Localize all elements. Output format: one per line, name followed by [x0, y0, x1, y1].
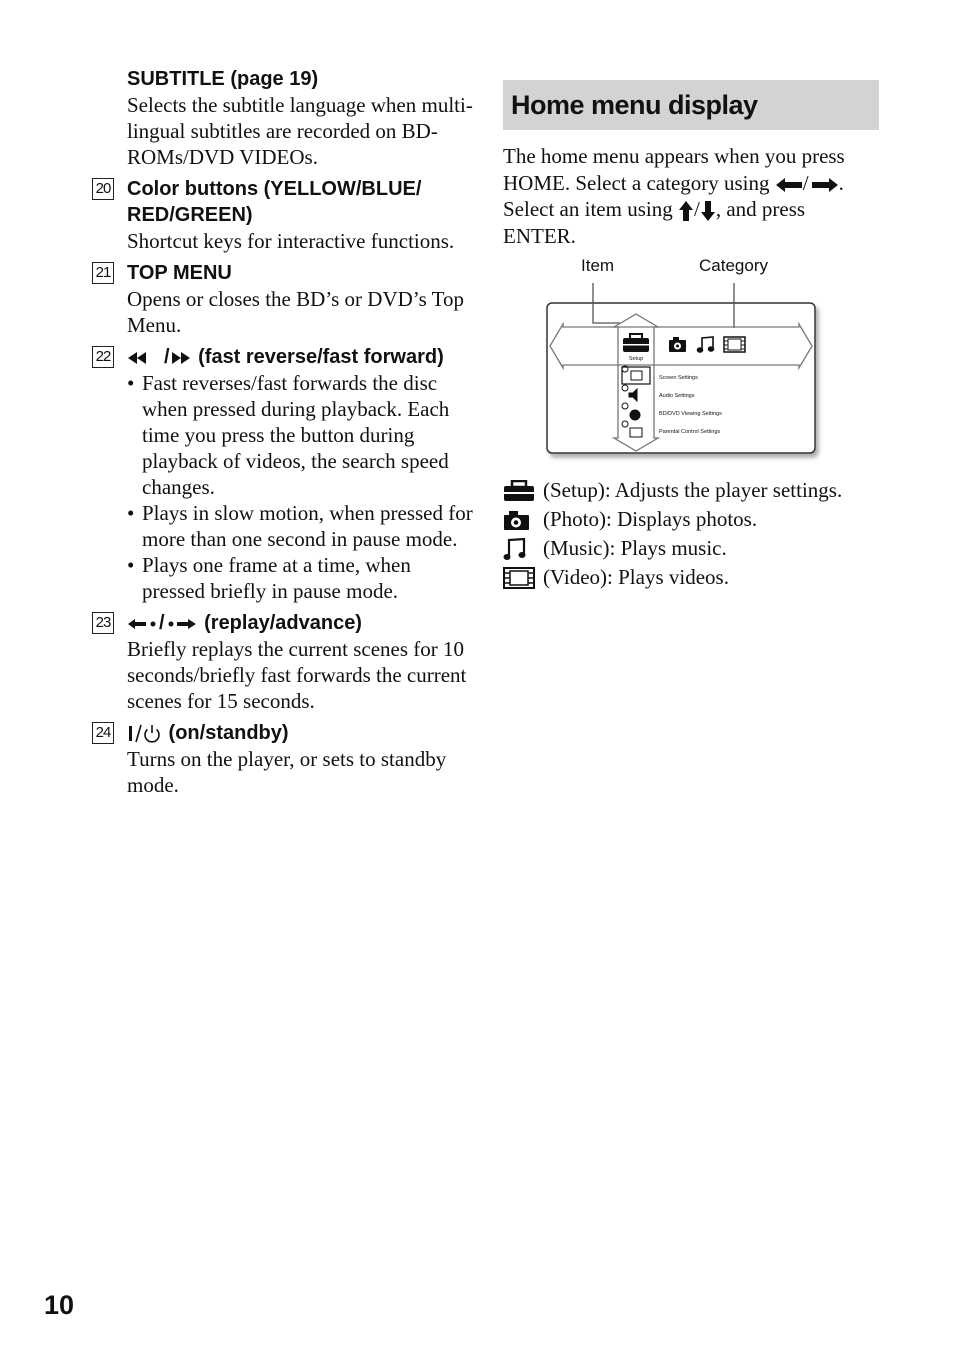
up-arrow-icon — [678, 200, 694, 222]
video-icon — [503, 567, 543, 589]
bullet-list — [127, 370, 475, 604]
left-column — [90, 66, 475, 804]
entry-description: Opens or closes the BD’s or DVD’s Top Menu. — [127, 287, 465, 337]
bullet-item: • Plays one frame at a time, when pressed briefly in pause mode. — [127, 552, 475, 604]
intro-paragraph: The home menu appears when you press HOME. Select a category using / . Select an item using / , and press ENTER. — [503, 144, 845, 248]
menu-item: BD/DVD Viewing Settings — [659, 411, 722, 417]
intro-text: . Select an item using — [503, 170, 844, 221]
entry-heading: / (replay/advance) — [127, 610, 475, 636]
down-arrow-icon — [700, 200, 716, 222]
right-column — [503, 80, 879, 589]
entry-heading: TOP MENU — [127, 262, 232, 284]
advance-icon — [165, 616, 199, 632]
subtitle-heading: SUBTITLE (page 19) — [127, 68, 319, 90]
legend-row-video — [503, 563, 842, 592]
photo-icon — [503, 509, 543, 531]
menu-item: Parental Control Settings — [659, 429, 721, 435]
legend-row-music — [503, 534, 842, 563]
entry-heading: Color buttons (YELLOW/BLUE/ RED/GREEN) — [127, 178, 422, 226]
legend-text: (Video): Plays videos. — [543, 565, 729, 589]
entry-description: Turns on the player, or sets to standby mode. — [127, 747, 447, 797]
setup-icon — [503, 480, 543, 502]
home-menu-screen — [503, 250, 879, 470]
entry-number: 24 — [92, 722, 114, 744]
item-callout-label: Item — [581, 256, 615, 275]
subtitle-description: Selects the subtitle language when multi-lingual subtitles are recorded on BD-ROMs/DVD VIDEOs. — [127, 93, 473, 169]
entry-heading: / (fast reverse/fast forward) — [127, 344, 475, 370]
menu-item: Screen Settings — [659, 375, 698, 381]
home-menu-figure — [503, 250, 879, 470]
entry-description: Briefly replays the current scenes for 10 seconds/briefly fast forwards the current scenes for 15 seconds. — [127, 637, 467, 713]
entry-fast-reverse-forward — [90, 344, 475, 604]
intro-text: , and press ENTER. — [503, 197, 806, 248]
legend-text: (Setup): Adjusts the player settings. — [543, 478, 843, 502]
entry-heading-text: (replay/advance) — [198, 612, 362, 634]
entry-replay-advance — [90, 610, 475, 714]
entry-heading — [127, 720, 475, 746]
bullet-item: • Fast reverses/fast forwards the disc when pressed during playback. Each time you press the button during playback of videos, the search speed changes. — [127, 370, 475, 500]
subtitle-entry — [90, 66, 475, 170]
page-number: 10 — [44, 1290, 75, 1320]
legend-row-setup — [503, 476, 842, 505]
legend-row-photo — [503, 505, 842, 534]
category-callout-label: Category — [699, 256, 768, 275]
entry-on-standby — [90, 720, 475, 798]
entry-heading-text: (on/standby) — [163, 722, 289, 744]
legend-text: (Photo): Displays photos. — [543, 507, 758, 531]
intro-text: The home menu appears when you press HOME. Select a category using — [503, 144, 845, 195]
entry-heading-text: (fast reverse/fast forward) — [192, 346, 444, 368]
entry-number: 21 — [92, 262, 114, 284]
power-icon — [127, 724, 163, 744]
entry-description: Shortcut keys for interactive functions. — [127, 229, 455, 253]
left-arrow-icon — [775, 177, 803, 193]
music-icon — [503, 537, 543, 561]
legend-text: (Music): Plays music. — [543, 536, 727, 560]
replay-icon — [127, 616, 159, 632]
entry-top-menu — [90, 260, 475, 338]
entry-number: 23 — [92, 612, 114, 634]
right-arrow-icon — [809, 177, 839, 193]
category-legend — [503, 476, 842, 592]
fast-reverse-icon — [127, 350, 163, 366]
section-title: Home menu display — [503, 80, 879, 130]
menu-item: Audio Settings — [659, 393, 695, 399]
bullet-item: • Plays in slow motion, when pressed for more than one second in pause mode. — [127, 500, 475, 552]
entry-number: 20 — [92, 178, 114, 200]
fast-forward-icon — [171, 350, 193, 366]
entry-color-buttons — [90, 176, 475, 254]
setup-caption: Setup — [628, 356, 644, 362]
entry-number: 22 — [92, 346, 114, 368]
